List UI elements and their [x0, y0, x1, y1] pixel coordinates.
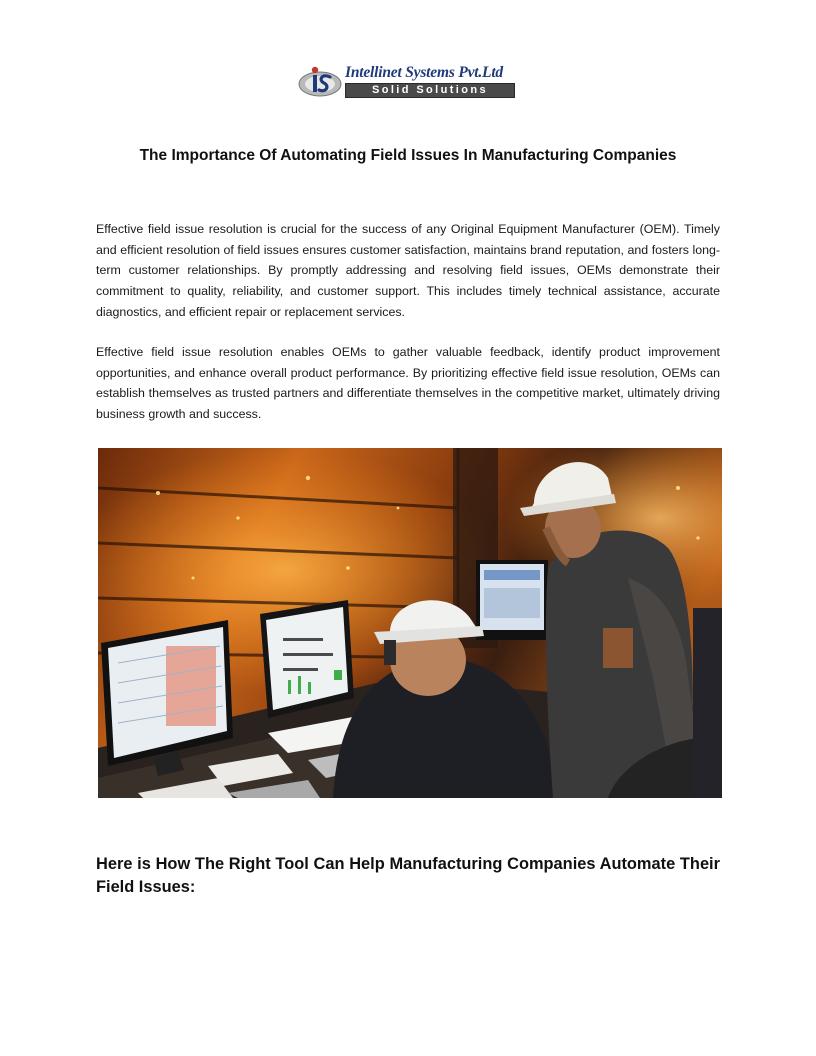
company-name: Intellinet Systems Pvt.Ltd: [345, 64, 503, 81]
company-logo: [298, 62, 520, 100]
control-room-photo: [98, 448, 722, 798]
section-subheading: Here is How The Right Tool Can Help Manufacturing Companies Automate Their Field Issues:: [96, 855, 720, 896]
document-title: The Importance Of Automating Field Issues In Manufacturing Companies: [139, 147, 677, 164]
paragraph-2: Effective field issue resolution enables OEMs to gather valuable feedback, identify product improvement opportunities, and enhance overall product performance. By prioritizing effective field issue resolution, OEMs can establish themselves as trusted partners and differentiate themselves in the competitive market, ultimately driving business growth and success.: [96, 345, 720, 422]
company-logo-icon: [298, 64, 342, 98]
company-tagline: Solid Solutions: [345, 83, 515, 98]
paragraph-1: Effective field issue resolution is crucial for the success of any Original Equipment Manufacturer (OEM). Timely and efficient resolution of field issues ensures customer satisfaction, maintains brand reputation, and fosters long-term customer relationships. By promptly addressing and resolving field issues, OEMs demonstrate their commitment to quality, reliability, and customer support. This includes timely technical assistance, accurate diagnostics, and efficient repair or replacement services.: [96, 222, 720, 319]
control-room-illustration: [98, 448, 722, 798]
